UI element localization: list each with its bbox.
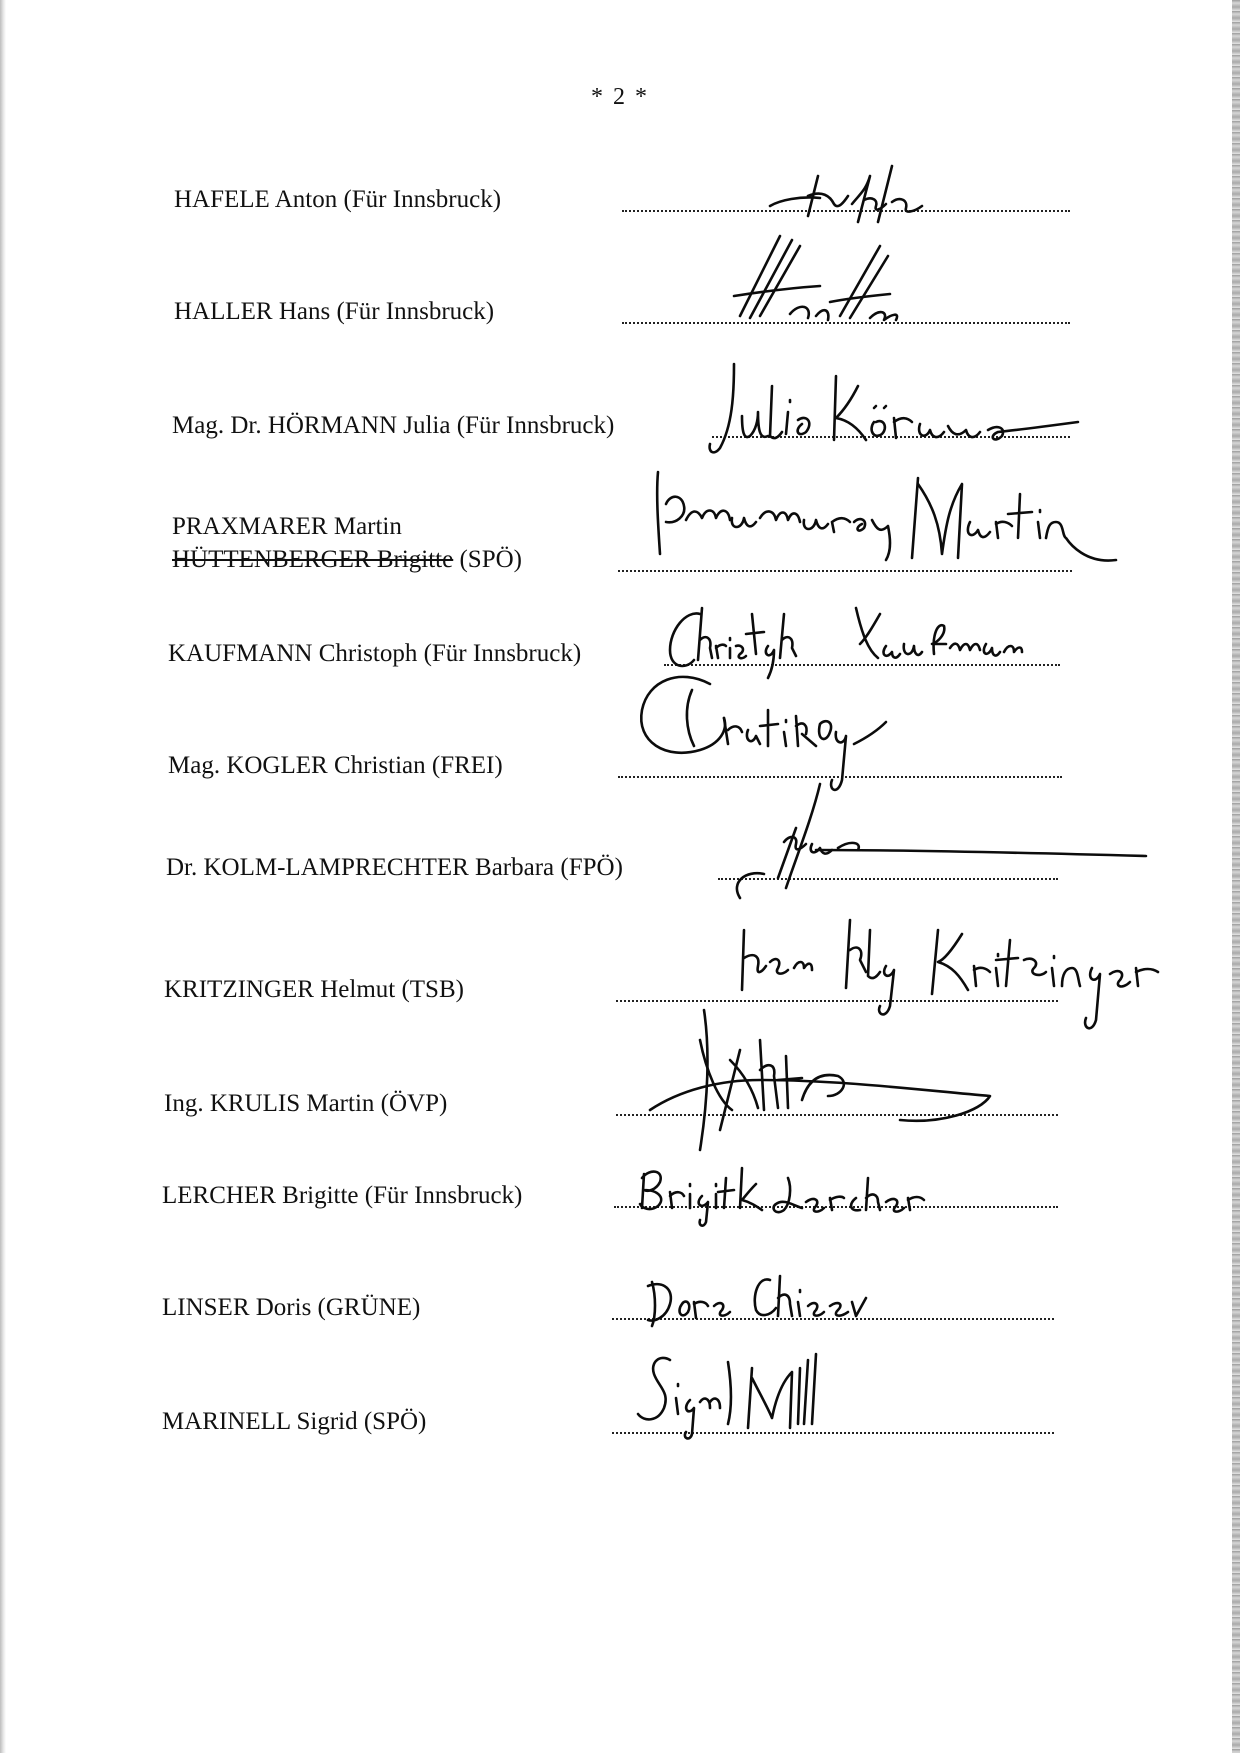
signatory-name: HAFELE Anton (Für Innsbruck) [174, 185, 502, 213]
signature-row-kolm [0, 818, 1240, 898]
party: (SPÖ) [459, 545, 522, 573]
signature-kolm [700, 778, 1160, 928]
signature-hafele [760, 156, 980, 236]
signatory-name: LINSER Doris (GRÜNE) [162, 1293, 421, 1321]
signature-lercher [630, 1148, 930, 1228]
signatory-name: Dr. KOLM-LAMPRECHTER Barbara (FPÖ) [166, 853, 623, 881]
signatory-name: HALLER Hans (Für Innsbruck) [174, 297, 495, 325]
signature-row-krulis [0, 1034, 1240, 1134]
signatory-name: Mag. Dr. HÖRMANN Julia (Für Innsbruck) [172, 411, 615, 439]
signature-row-kritzinger [0, 920, 1240, 1020]
signature-row-praxmarer [0, 490, 1240, 590]
signatory-name: LERCHER Brigitte (Für Innsbruck) [162, 1181, 523, 1209]
signature-praxmarer [636, 464, 1136, 604]
signatory-name-line1: PRAXMARER Martin [172, 513, 402, 540]
signature-krulis [640, 1000, 1010, 1160]
signature-row-lercher [0, 1146, 1240, 1226]
signatory-name: MARINELL Sigrid (SPÖ) [162, 1407, 427, 1435]
signature-row-hafele [0, 150, 1240, 230]
signatory-name: KRITZINGER Helmut (TSB) [164, 975, 464, 1003]
signature-marinell [620, 1338, 920, 1448]
signature-row-hoermann [0, 376, 1240, 456]
signatory-name: Ing. KRULIS Martin (ÖVP) [164, 1089, 448, 1117]
struck-name: HÜTTENBERGER Brigitte [172, 545, 454, 573]
signatory-name [172, 511, 522, 576]
signatory-name: KAUFMANN Christoph (Für Innsbruck) [168, 639, 582, 667]
signature-linser [630, 1246, 930, 1336]
signature-row-linser [0, 1258, 1240, 1338]
signature-row-marinell [0, 1372, 1240, 1452]
signature-hoermann [698, 356, 1098, 466]
signature-haller [720, 226, 940, 336]
signatory-name-line2 [172, 544, 522, 577]
page-number: * 2 * [591, 84, 649, 110]
signatory-name: Mag. KOGLER Christian (FREI) [168, 751, 503, 779]
signature-row-haller [0, 262, 1240, 342]
